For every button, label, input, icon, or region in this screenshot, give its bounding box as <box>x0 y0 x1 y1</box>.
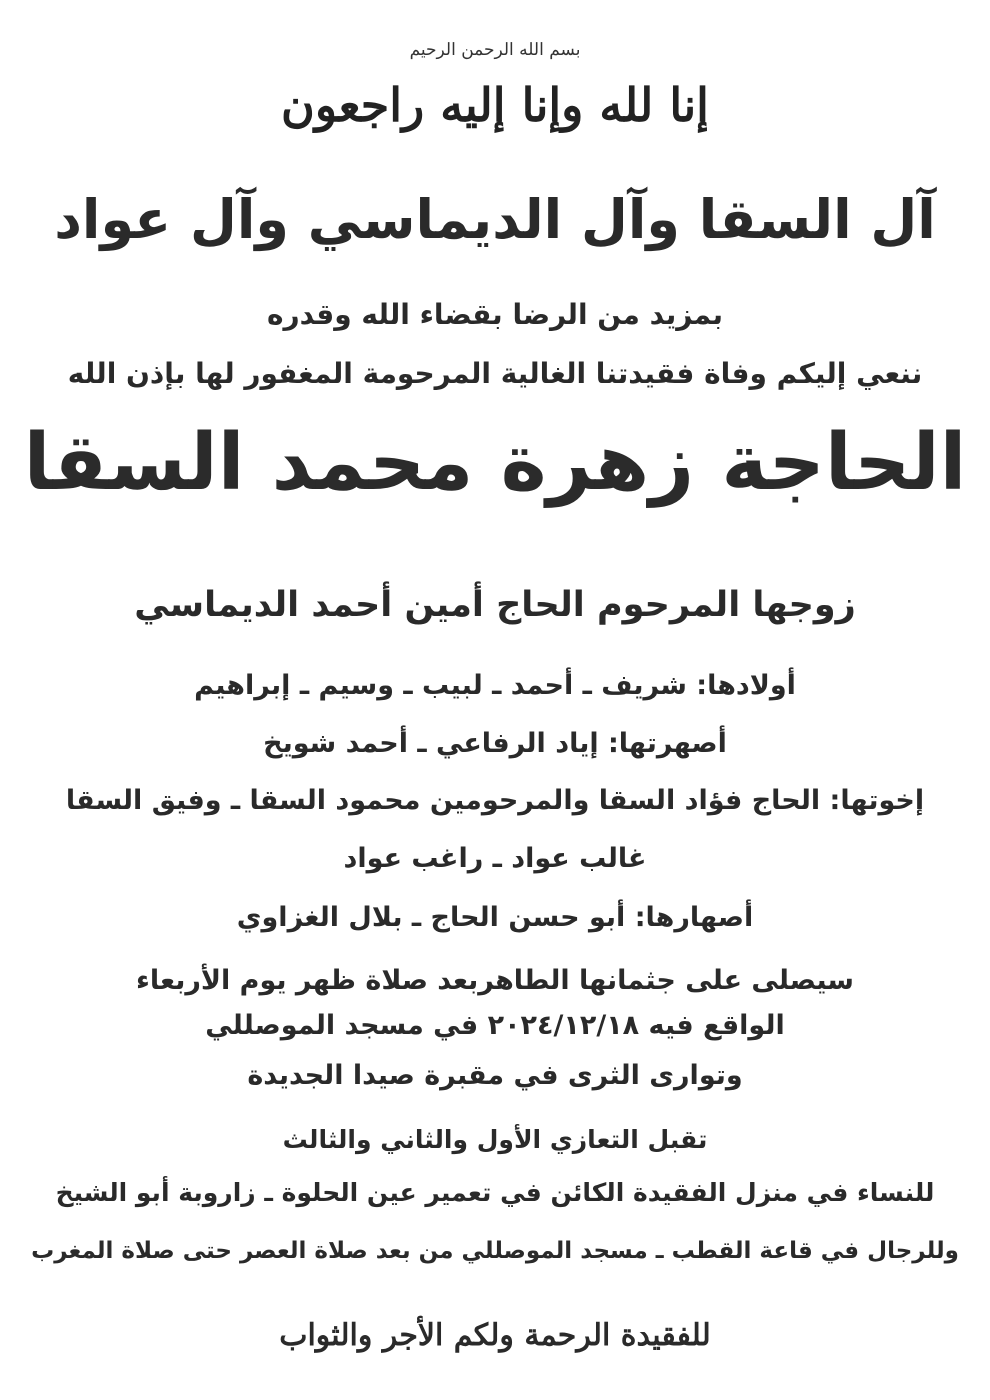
condolences-men: وللرجال في قاعة القطب ـ مسجد الموصللي من بعد صلاة العصر حتى صلاة المغرب <box>31 1238 959 1264</box>
funeral-line-2: الواقع فيه ٢٠٢٤/١٢/١٨ في مسجد الموصللي <box>205 1010 785 1041</box>
brothers-line: إخوتها: الحاج فؤاد السقا والمرحومين محمود السقا ـ وفيق السقا <box>65 785 925 816</box>
funeral-line-1: سيصلى على جثمانها الطاهربعد صلاة ظهر يوم الأربعاء <box>136 965 854 996</box>
intro-line-1: بمزيد من الرضا بقضاء الله وقدره <box>267 298 723 331</box>
families-heading: آل السقا وآل الديماسي وآل عواد <box>54 188 936 251</box>
intro-line-2: ننعي إليكم وفاة فقيدتنا الغالية المرحومة المغفور لها بإذن الله <box>67 357 923 390</box>
basmala: بسم الله الرحمن الرحيم <box>409 40 581 60</box>
husband-line: زوجها المرحوم الحاج أمين أحمد الديماسي <box>134 585 856 625</box>
sons-in-law-line: أصهرتها: إياد الرفاعي ـ أحمد شويخ <box>263 728 727 759</box>
condolences-title: تقبل التعازي الأول والثاني والثالث <box>282 1125 708 1154</box>
brothers-line-continued: غالب عواد ـ راغب عواد <box>343 843 647 874</box>
quran-verse: إنا لله وإنا إليه راجعون <box>281 78 709 132</box>
deceased-name: الحاجة زهرة محمد السقا <box>23 418 967 508</box>
closing-phrase: للفقيدة الرحمة ولكم الأجر والثواب <box>279 1318 711 1353</box>
funeral-line-3: وتوارى الثرى في مقبرة صيدا الجديدة <box>247 1060 743 1091</box>
in-laws-line: أصهارها: أبو حسن الحاج ـ بلال الغزاوي <box>236 902 754 933</box>
sons-line: أولادها: شريف ـ أحمد ـ لبيب ـ وسيم ـ إبراهيم <box>194 670 796 701</box>
condolences-women: للنساء في منزل الفقيدة الكائن في تعمير عين الحلوة ـ زاروبة أبو الشيخ <box>55 1178 935 1207</box>
